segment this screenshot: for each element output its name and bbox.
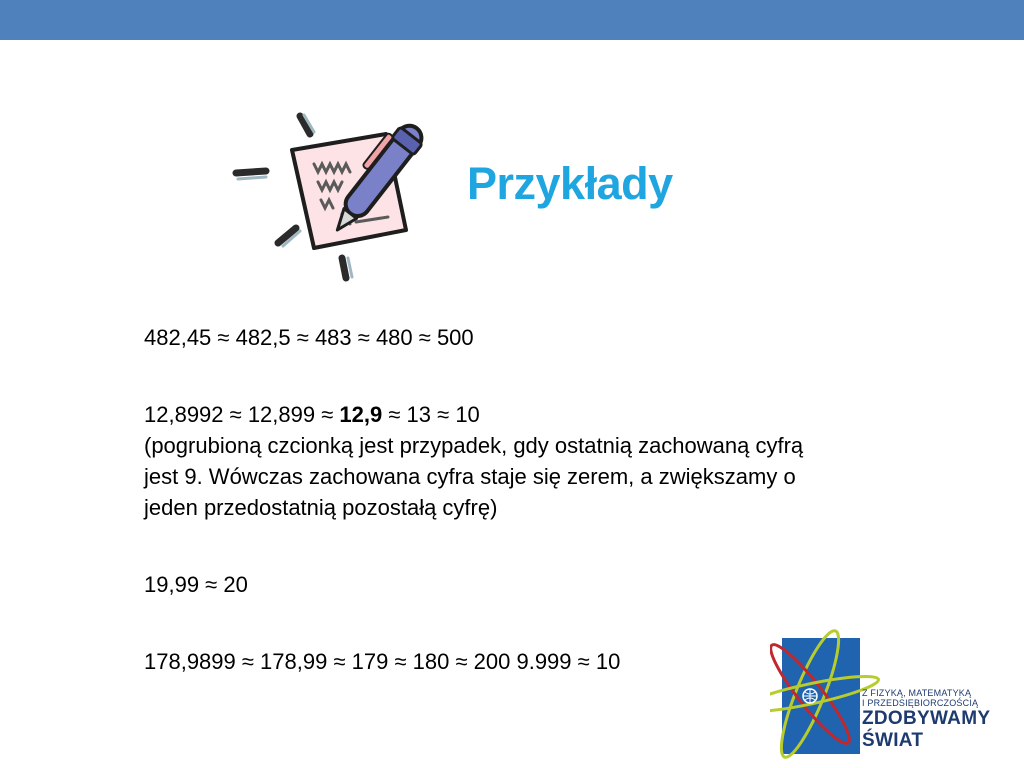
expression-part: 12,8992 ≈ 12,899 ≈ <box>144 402 340 427</box>
example-4: 178,9899 ≈ 178,99 ≈ 179 ≈ 180 ≈ 200 9.999 ≈ 10 <box>144 649 621 674</box>
logo-name-2: ŚWIAT <box>862 730 924 751</box>
example-2-note-line-2: jest 9. Wówczas zachowana cyfra staje się zerem, a zwiększamy o <box>144 464 796 489</box>
expression-part: ≈ 13 ≈ 10 <box>382 402 480 427</box>
logo-subtitle-2: I PRZEDSIĘBIORCZOŚCIĄ <box>862 698 979 708</box>
logo-name-1: ZDOBYWAMY <box>862 708 991 729</box>
example-2-expression <box>144 399 924 430</box>
globe-icon <box>803 689 817 703</box>
example-2-note-line-1: (pogrubioną czcionką jest przypadek, gdy ostatnią zachowaną cyfrą <box>144 433 804 458</box>
top-bar <box>0 0 1024 40</box>
slide-title: Przykłady <box>467 158 673 209</box>
example-2-note-line-3: jeden przedostatnią pozostałą cyfrę) <box>144 495 498 520</box>
bold-highlight: 12,9 <box>339 402 383 427</box>
logo-subtitle-1: Z FIZYKĄ, MATEMATYKĄ <box>862 688 972 698</box>
example-2 <box>144 399 924 523</box>
example-3: 19,99 ≈ 20 <box>144 572 248 597</box>
example-1: 482,45 ≈ 482,5 ≈ 483 ≈ 480 ≈ 500 <box>144 325 474 350</box>
logo-text <box>862 688 990 752</box>
notepad-with-pen-icon <box>228 78 450 290</box>
